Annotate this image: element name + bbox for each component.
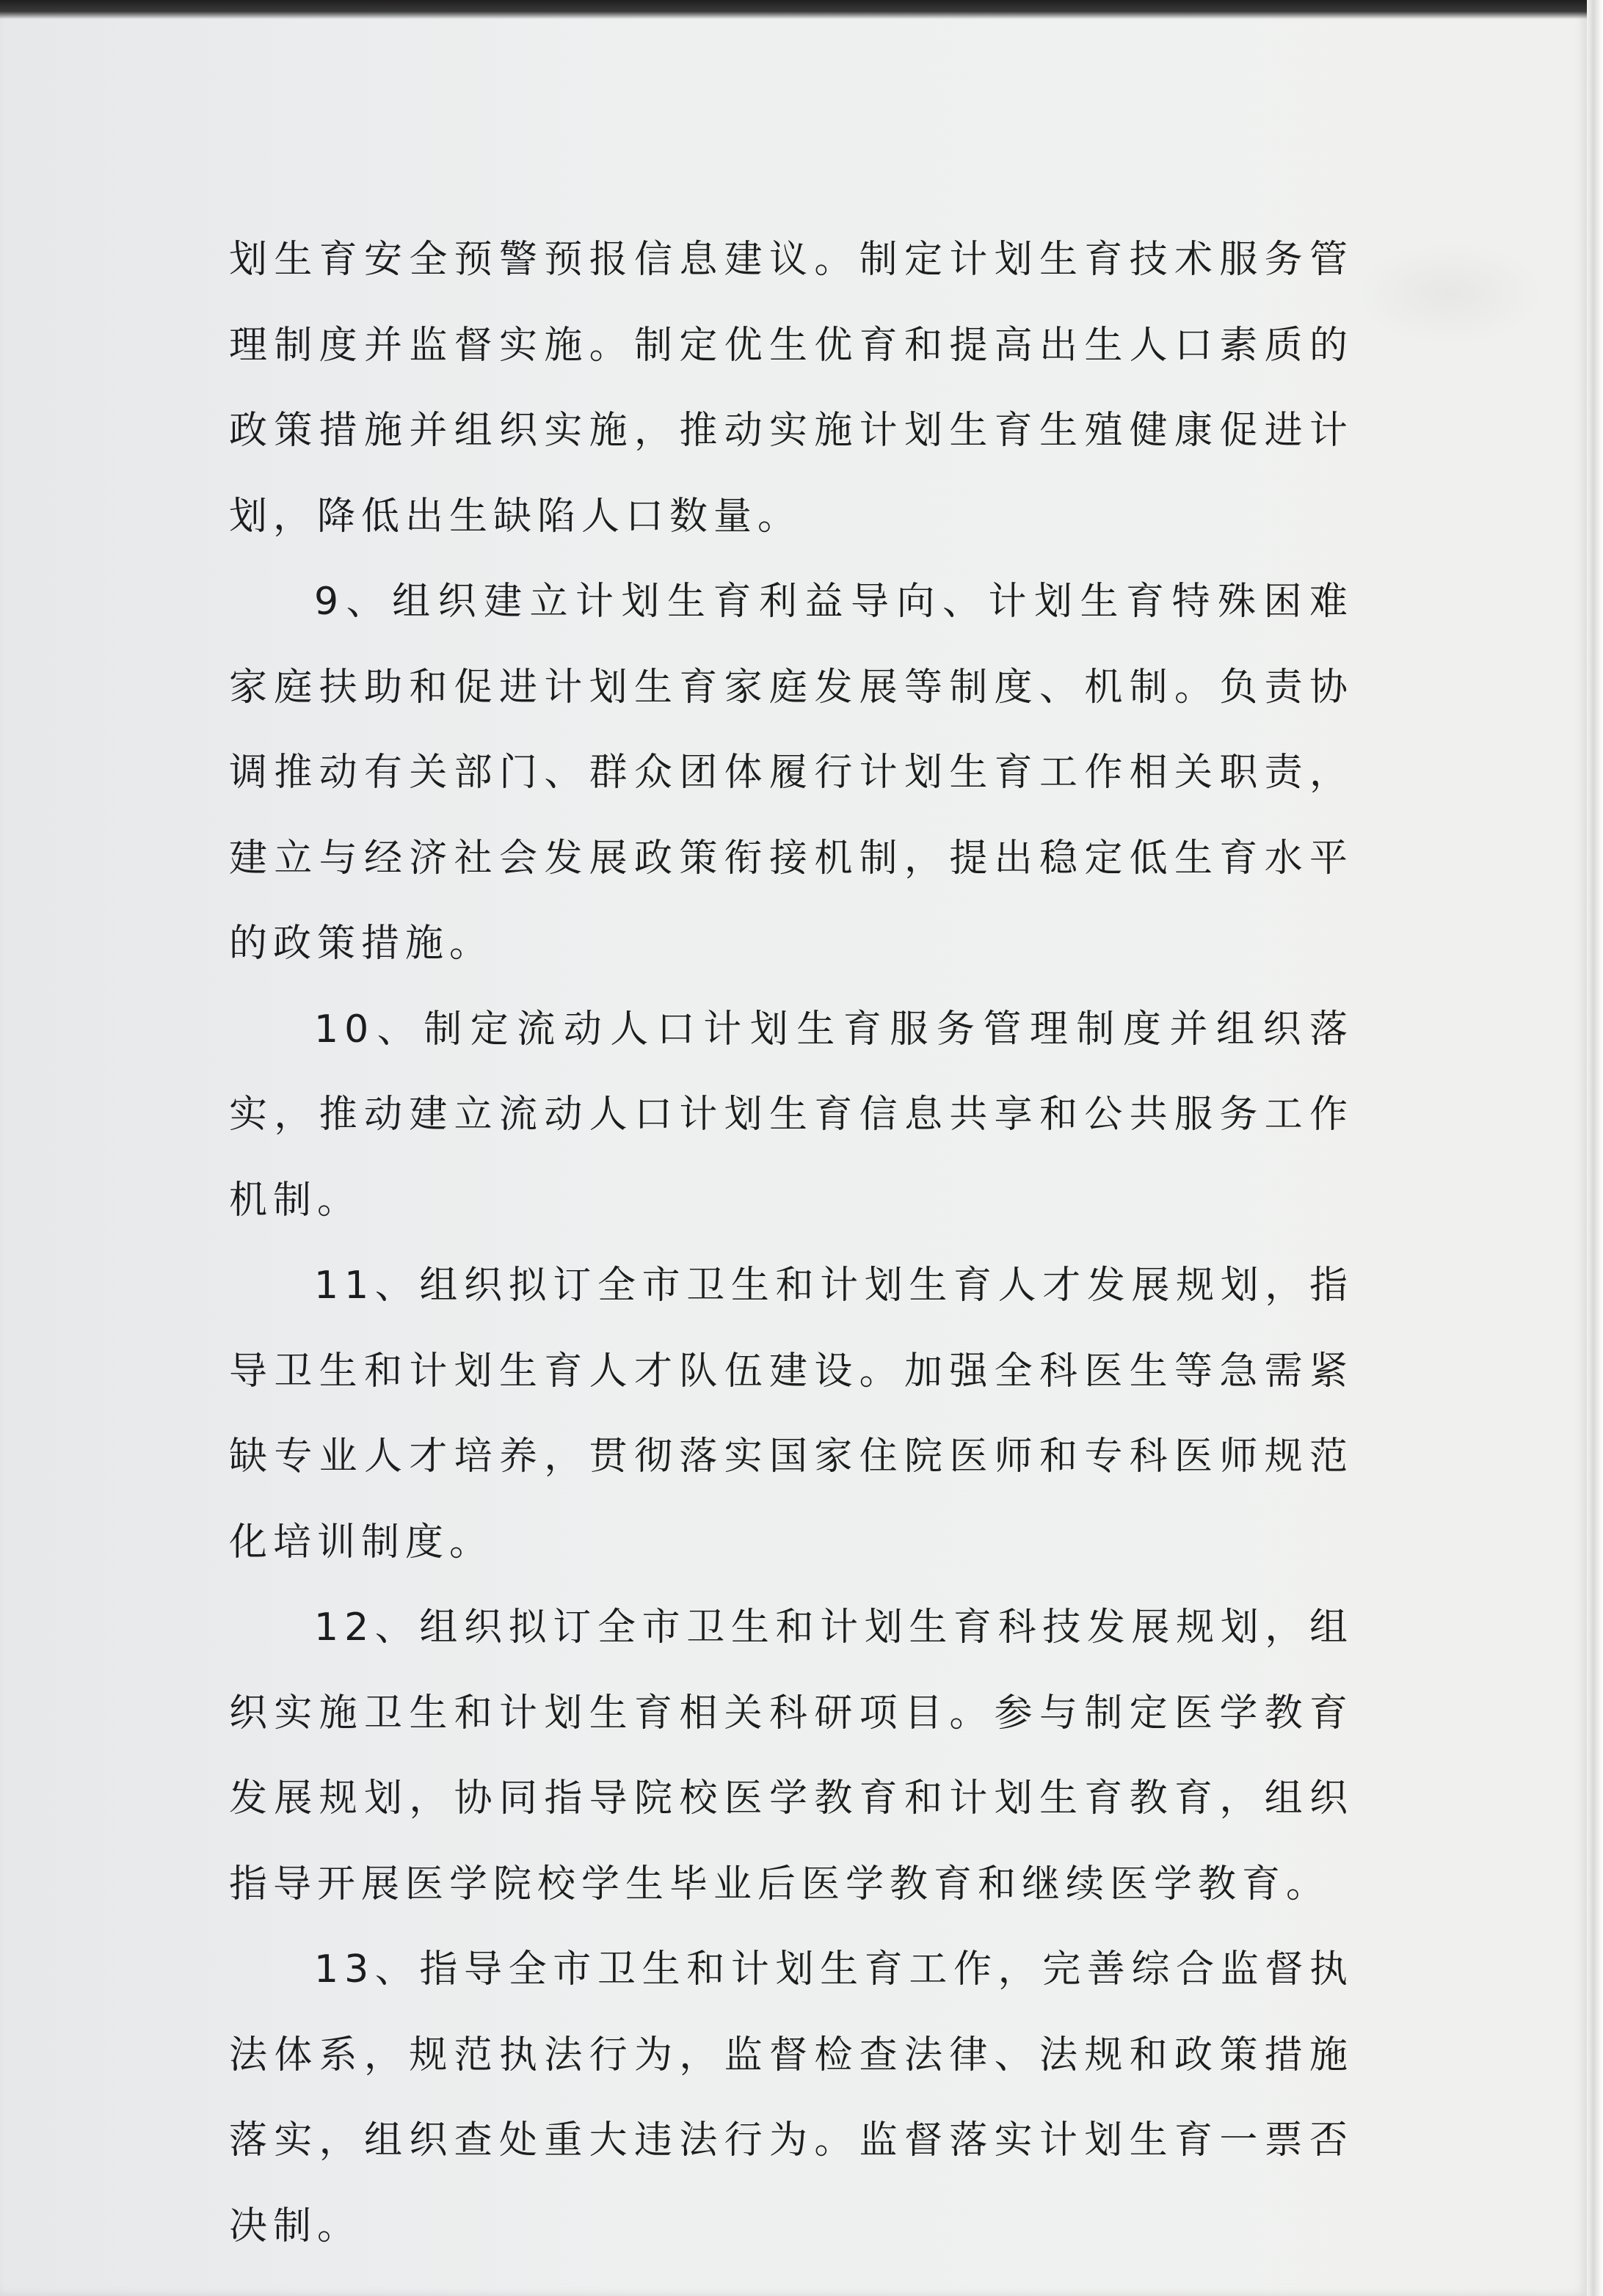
paragraph-item-9: 9、组织建立计划生育利益导向、计划生育特殊困难家庭扶助和促进计划生育家庭发展等制度、机制。负责协调推动有关部门、群众团体履行计划生育工作相关职责，建立与经济社会发展政策衔接机制，提出稳定低生育水平的政策措施。	[229, 580, 1353, 966]
paragraph-item-12: 12、组织拟订全市卫生和计划生育科技发展规划，组织实施卫生和计划生育相关科研项目。参与制定医学教育发展规划，协同指导院校医学教育和计划生育教育，组织指导开展医学院校学生毕业后医学教育和继续医学教育。	[229, 1606, 1353, 1906]
show-through-mark	[1353, 242, 1544, 345]
paragraph-item-11: 11、组织拟订全市卫生和计划生育人才发展规划，指导卫生和计划生育人才队伍建设。加强全科医生等急需紧缺专业人才培养，贯彻落实国家住院医师和专科医师规范化培训制度。	[229, 1264, 1353, 1564]
paragraph-item-10: 10、制定流动人口计划生育服务管理制度并组织落实，推动建立流动人口计划生育信息共享和公共服务工作机制。	[229, 1007, 1353, 1222]
scan-right-edge	[1587, 0, 1603, 2296]
paragraph-item-13: 13、指导全市卫生和计划生育工作，完善综合监督执法体系，规范执法行为，监督检查法律、法规和政策措施落实，组织查处重大违法行为。监督落实计划生育一票否决制。	[229, 1947, 1353, 2248]
paragraph-continued: 划生育安全预警预报信息建议。制定计划生育技术服务管理制度并监督实施。制定优生优育和提高出生人口素质的政策措施并组织实施，推动实施计划生育生殖健康促进计划，降低出生缺陷人口数量。	[229, 238, 1353, 539]
document-body	[229, 217, 1353, 2269]
scan-top-edge	[0, 0, 1603, 19]
